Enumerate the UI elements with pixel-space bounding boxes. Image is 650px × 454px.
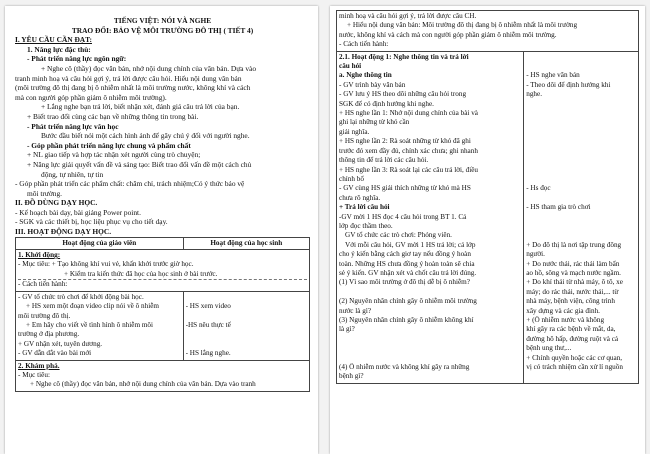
text-line: nhà máy, bệnh viện, công trình	[526, 297, 615, 306]
text-line	[526, 194, 636, 203]
text-line: - HS tham gia trò chơi	[526, 203, 591, 212]
text-line: giải nghĩa.	[339, 127, 370, 136]
text-line: nghe.	[526, 90, 543, 99]
text-line: lớp đọc thầm theo.	[339, 221, 393, 230]
text-line: Bước đầu biết nói một cách hình ảnh để gây chú ý đối với người nghe.	[41, 131, 250, 141]
text-line: khí gây ra các bệnh về mắt, da,	[526, 325, 616, 334]
text-line: trước đó xem đầy đủ, chính xác chưa; ghi nhanh	[339, 146, 478, 155]
text-line: câu hỏi	[339, 62, 362, 71]
text-line: - Mục tiêu:	[18, 370, 50, 379]
page-left-content	[15, 16, 310, 392]
text-line: + Nghe cô (thầy) đọc văn bản, nhớ nội dung chính của văn bản. Dựa vào tranh	[30, 380, 256, 389]
text-line: - GV tổ chức trò chơi để khởi động bài học.	[18, 292, 144, 301]
table-cell-teacher	[16, 291, 184, 360]
text-line	[339, 288, 521, 297]
text-line: + Kiểm tra kiến thức đã học của học sinh ở bài trước.	[64, 269, 218, 278]
text-line: - GV trình bày văn bản	[339, 80, 406, 89]
text-line: 2.1. Hoạt động 1: Nghe thông tin và trả lời	[339, 52, 469, 61]
text-line: chỉnh bổ	[339, 174, 364, 183]
text-line: + Lắng nghe bạn trả lời, biết nhận xét, đánh giá câu trả lời của bạn.	[41, 102, 240, 112]
text-line: tranh minh hoạ và câu hỏi gợi ý, trả lời được câu hỏi. Hiểu nội dung văn bản	[15, 73, 242, 83]
text-line: - GV lưu ý HS theo dõi những câu hỏi trong	[339, 90, 467, 99]
text-line: - SGK và các thiết bị, học liệu phục vụ cho tiết dạy.	[15, 217, 168, 227]
table-row	[337, 51, 639, 383]
activities-table	[15, 237, 310, 392]
text-line	[526, 100, 636, 109]
table-row	[337, 11, 639, 52]
text-line: mà con người góp phần giảm ô nhiễm môi trường).	[15, 92, 167, 102]
text-line: - Kế hoạch bài dạy, bài giảng Power point.	[15, 207, 141, 217]
subheading-language-competence: - Phát triển năng lực ngôn ngữ:	[27, 54, 127, 64]
text-line: + Do nước thải, rác thải làm bẩn	[526, 259, 620, 268]
document-page-left	[5, 6, 318, 454]
text-line: a. Nghe thông tin	[339, 71, 392, 80]
lesson-title: TRAO ĐỔI: BẢO VỆ MÔI TRƯỜNG ĐÔ THỊ ( TIẾT 4)	[71, 25, 254, 35]
table-header-row	[16, 237, 310, 249]
text-line: môi trường.	[27, 188, 63, 198]
text-line: + HS nghe lần 1: Nhớ nội dung chính của bài và	[339, 109, 479, 118]
subheading-literary-competence: - Phát triển năng lực văn học	[27, 121, 119, 131]
text-line: minh hoạ và câu hỏi gợi ý, trả lời được câu CH.	[339, 12, 477, 20]
text-line: đường hô hấp, đường ruột và cả	[526, 334, 619, 343]
text-line: - HS nghe văn bản	[526, 71, 580, 80]
text-line: nước, không khí và cách mà con người góp phần giảm ô nhiễm môi trường.	[339, 30, 557, 39]
text-line	[526, 53, 636, 62]
document-page-right	[330, 6, 645, 454]
section-objectives-heading: I. YÊU CẦU CẦN ĐẠT:	[15, 35, 92, 45]
text-line: + (Ô nhiễm nước và không	[526, 316, 605, 324]
text-line	[186, 312, 307, 321]
teacher-column	[339, 53, 521, 382]
text-line: (1) Vì sao môi trường ở đô thị dễ bị ô nhiễm?	[339, 278, 470, 287]
table-cell	[16, 250, 310, 292]
text-line: là gì?	[339, 325, 355, 334]
text-line: + Do khí thải từ nhà máy, ô tô, xe	[526, 278, 623, 287]
column-header-student: Hoạt động của học sinh	[183, 237, 309, 249]
text-line: bệnh gì?	[339, 372, 364, 381]
text-line: bệnh ung thư,...	[526, 344, 572, 353]
text-line: + Chính quyền hoặc các cơ quan,	[526, 353, 623, 362]
text-line: + Nghe cô (thầy) đọc văn bản, nhớ nội dung chính của văn bản. Dựa vào	[41, 63, 257, 73]
text-line: + Do đô thị là nơi tập trung đông	[526, 240, 622, 249]
table-cell-teacher	[337, 51, 524, 383]
text-line	[526, 166, 636, 175]
text-line: + Hiểu nội dung văn bản: Môi trường đô thị đang bị ô nhiễm nhất là môi trường	[347, 21, 578, 30]
table-row	[16, 360, 310, 391]
text-line: - Góp phần phát triển các phẩm chất: chăm chỉ, trách nhiệm;Có ý thức bảo vệ	[15, 179, 245, 189]
subheading-general-competence: - Góp phần phát triển năng lực chung và phẩm chất	[27, 140, 191, 150]
text-line: + Biết trao đổi cùng các bạn về những thông tin trong bài.	[27, 111, 199, 121]
text-line: ao hồ, sông và mạch nước ngầm.	[526, 268, 621, 277]
text-line	[526, 156, 636, 165]
text-line	[186, 293, 307, 302]
text-line: toàn. Những HS chưa đồng ý hoàn toàn sẽ chia	[339, 259, 475, 268]
text-line: máy; do rác thải, nước thải,... từ	[526, 287, 619, 296]
text-line	[526, 109, 636, 118]
text-line: - Cách tiến hành:	[18, 279, 307, 289]
text-line: - GV cùng HS giải thích những từ khó mà HS	[339, 184, 471, 193]
text-line	[339, 335, 521, 344]
table-cell-student	[524, 51, 639, 383]
section-activities-heading: III. HOẠT ĐỘNG DẠY HỌC.	[15, 227, 112, 237]
table-row	[16, 250, 310, 292]
text-line: - Theo dõi để định hướng khi	[526, 80, 611, 89]
text-line: GV tổ chức các trò chơi: Phóng viên.	[345, 231, 452, 240]
text-line: SGK để có định hướng khi nghe.	[339, 99, 434, 108]
text-line	[526, 222, 636, 231]
text-line: - HS lắng nghe.	[185, 349, 231, 358]
text-line: người.	[526, 250, 545, 259]
text-line: - GV dẫn dắt vào bài mới	[18, 349, 92, 358]
text-line: -HS nêu thực tế	[185, 320, 231, 329]
text-line: + GV nhận xét, tuyên dương.	[18, 339, 103, 348]
text-line: + HS nghe lần 3: Rà soát lại các câu trả lời, điều	[339, 165, 478, 174]
text-line: thông tin để trả lời các câu hỏi.	[339, 156, 429, 165]
text-line: + Em hãy cho viết về tình hình ô nhiễm môi	[26, 320, 154, 329]
subheading-specific-competence: 1. Năng lực đặc thù:	[27, 44, 91, 54]
text-line	[186, 330, 307, 339]
table-cell	[337, 11, 639, 52]
text-line: (3) Nguyên nhân chính gây ô nhiễm không khí	[339, 316, 474, 324]
text-line: (4) Ô nhiễm nước và không khí gây ra những	[339, 363, 470, 372]
text-line: + Năng lực giải quyết vấn đề và sáng tạo: Biết trao đổi vấn đề một cách chủ	[27, 159, 252, 169]
text-line: + HS nghe lần 2: Rà soát những từ khó đã ghi	[339, 137, 471, 146]
text-line: động, tự nhiên, tự tin	[41, 169, 104, 179]
text-line: - HS xem video	[185, 302, 231, 311]
text-line	[526, 128, 636, 137]
text-line: vị có trách nhiệm cần xử lí nguồn	[526, 363, 623, 372]
text-line	[526, 62, 636, 71]
text-line	[526, 175, 636, 184]
text-line: xây dựng và các gia đình.	[526, 306, 600, 315]
column-header-teacher: Hoạt động của giáo viên	[16, 237, 184, 249]
text-line	[526, 147, 636, 156]
text-line: Với mỗi câu hỏi, GV mời 1 HS trả lời; cả lớp	[345, 240, 476, 249]
text-line	[339, 354, 521, 363]
text-line	[339, 344, 521, 353]
row-heading-explore: 2. Khám phá.	[18, 361, 60, 370]
text-line: (2) Nguyên nhân chính gây ô nhiễm môi trường	[339, 297, 477, 306]
text-line: + HS xem một đoạn video clip nói về ô nhiễm	[26, 302, 160, 311]
text-line: nước là gì?	[339, 306, 372, 315]
student-column	[526, 53, 636, 373]
text-line: + Trả lời câu hỏi	[339, 203, 390, 212]
text-line: - Mục tiêu: + Tạo không khí vui vẻ, khấn khởi trước giờ học.	[18, 260, 194, 269]
text-line: - Cách tiến hành:	[339, 40, 389, 49]
lesson-subject-title: TIẾNG VIỆT: NÓI VÀ NGHE	[113, 16, 212, 25]
text-line	[526, 118, 636, 127]
text-line	[526, 213, 636, 222]
text-line	[526, 137, 636, 146]
text-line: -GV mời 1 HS đọc 4 câu hỏi trong BT 1. Cả	[339, 212, 467, 221]
text-line: cho ý kiến bằng cách giơ tay nếu đồng ý hoàn	[339, 250, 471, 259]
table-cell-student	[183, 291, 309, 360]
text-line: chưa rõ nghĩa.	[339, 193, 381, 202]
text-line: sẻ ý kiến. GV nhận xét và chốt câu trả lời đúng.	[339, 268, 477, 277]
text-line: môi trường đô thị.	[18, 311, 71, 320]
text-line	[186, 340, 307, 349]
activities-table-continued	[336, 10, 639, 384]
table-cell	[16, 360, 310, 391]
row-heading-warmup: 1. Khởi động:	[18, 251, 61, 260]
text-line: + NL giao tiếp và hợp tác nhận xét người cùng trò chuyện;	[27, 150, 201, 160]
text-line: trường ở địa phương.	[18, 330, 80, 339]
section-materials-heading: II. ĐỒ DÙNG DẠY HỌC.	[15, 198, 98, 208]
page-right-content	[336, 10, 639, 384]
text-line: - Hs đọc	[526, 184, 551, 193]
text-line	[526, 231, 636, 240]
table-row	[16, 291, 310, 360]
text-line: (môi trường đô thị đang bị ô nhiễm nhất là môi trường nước, không khí và cách	[15, 83, 251, 93]
text-line: ghi lại những từ khó cần	[339, 118, 410, 127]
